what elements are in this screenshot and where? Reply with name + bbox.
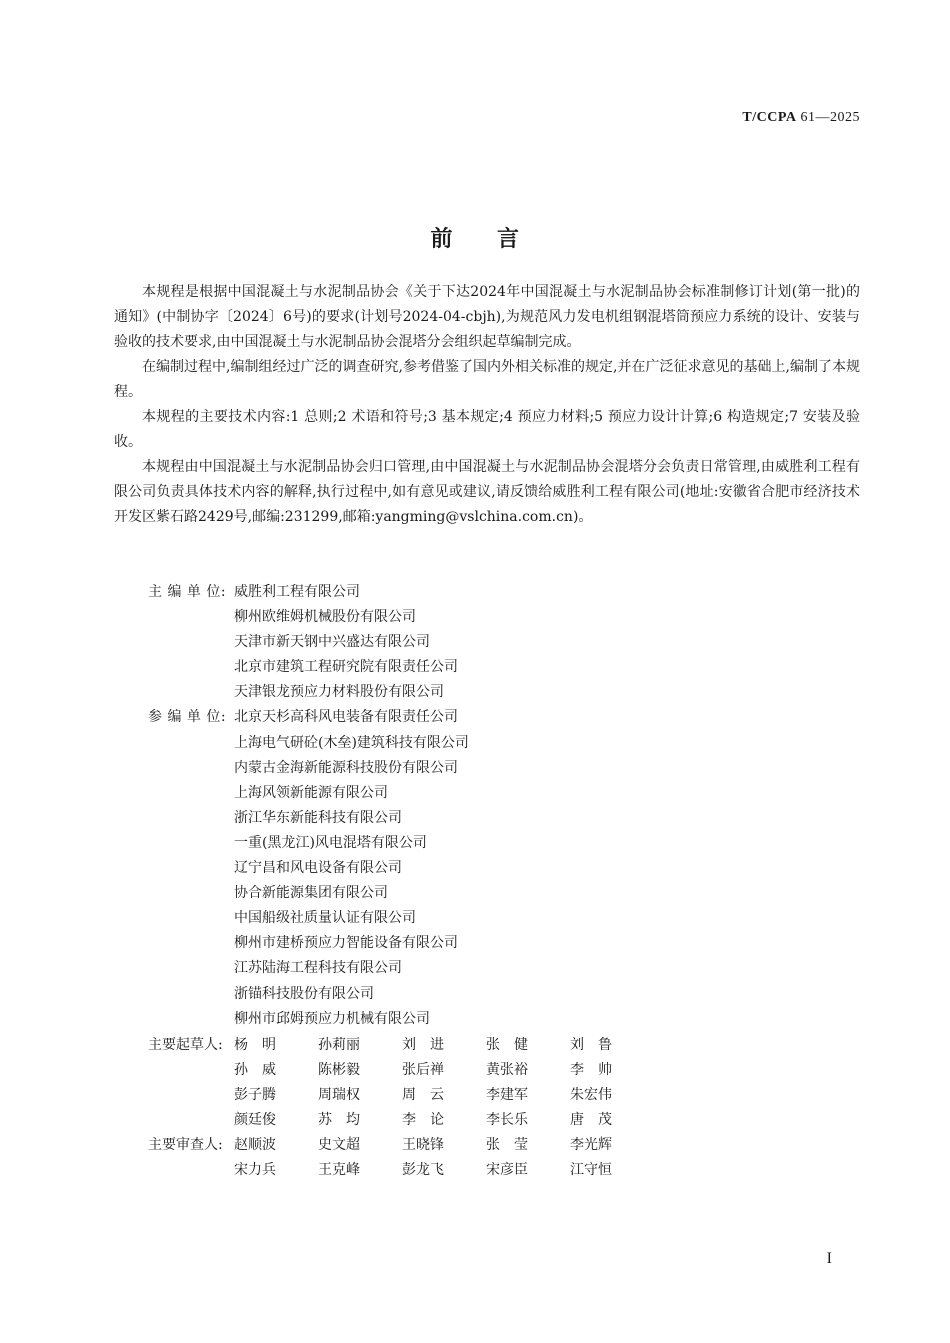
preface-body xyxy=(114,280,860,530)
participating-unit-row xyxy=(148,982,469,1007)
drafters-row xyxy=(148,1033,654,1058)
drafter-name: 刘 鲁 xyxy=(570,1037,612,1053)
drafter-name: 孙 威 xyxy=(234,1062,276,1079)
drafter-name: 李建军 xyxy=(486,1087,528,1104)
participating-unit: 柳州市建桥预应力智能设备有限公司 xyxy=(234,935,458,952)
drafters-row xyxy=(148,1058,654,1083)
chief-unit-row xyxy=(148,580,469,605)
participating-unit: 协合新能源集团有限公司 xyxy=(234,885,388,902)
participating-unit-row xyxy=(148,956,469,981)
chief-unit-row xyxy=(148,680,469,705)
drafters-row xyxy=(148,1108,654,1133)
chief-unit-row xyxy=(148,655,469,680)
page-title-char-2: 言 xyxy=(497,227,520,252)
participating-unit: 上海电气研砼(木垒)建筑科技有限公司 xyxy=(234,734,469,751)
participating-units-label: 参 编 单 位: xyxy=(148,709,227,726)
drafter-name: 刘 进 xyxy=(402,1037,444,1053)
participating-unit: 上海风领新能源有限公司 xyxy=(234,784,388,801)
participating-unit: 辽宁昌和风电设备有限公司 xyxy=(234,860,402,877)
drafters-row xyxy=(148,1083,654,1108)
reviewer-name: 王晓锋 xyxy=(402,1137,444,1154)
drafter-name: 黄张裕 xyxy=(486,1062,528,1079)
chief-unit-row xyxy=(148,605,469,630)
page-title-char-1: 前 xyxy=(430,227,453,252)
chief-unit-row xyxy=(148,630,469,655)
drafter-name: 苏 均 xyxy=(318,1112,360,1129)
participating-unit-row xyxy=(148,806,469,831)
participating-unit-row xyxy=(148,1007,469,1032)
chief-unit: 柳州欧维姆机械股份有限公司 xyxy=(234,609,416,626)
drafters-label: 主要起草人: xyxy=(148,1037,223,1053)
participating-unit: 中国船级社质量认证有限公司 xyxy=(234,910,416,927)
participating-unit-row xyxy=(148,831,469,856)
participating-unit-row xyxy=(148,906,469,931)
chief-units-label: 主 编 单 位: xyxy=(148,584,227,600)
reviewer-name: 李光辉 xyxy=(570,1137,612,1154)
drafter-name: 杨 明 xyxy=(234,1037,276,1053)
drafter-name: 张 健 xyxy=(486,1037,528,1053)
paragraph-contents: 本规程的主要技术内容:1 总则;2 术语和符号;3 基本规定;4 预应力材料;5 预应力设计计算;6 构造规定;7 安装及验收。 xyxy=(114,409,860,450)
participating-unit: 内蒙古金海新能源科技股份有限公司 xyxy=(234,759,458,776)
participating-unit-row xyxy=(148,881,469,906)
reviewers-label: 主要审查人: xyxy=(148,1137,223,1154)
chief-unit: 威胜利工程有限公司 xyxy=(234,584,360,600)
page-title xyxy=(0,222,950,253)
reviewer-name: 赵顺波 xyxy=(234,1137,276,1154)
participating-unit: 浙锚科技股份有限公司 xyxy=(234,985,374,1002)
reviewer-name: 史文超 xyxy=(318,1137,360,1154)
participating-unit-row xyxy=(148,781,469,806)
drafter-name: 孙莉丽 xyxy=(318,1037,360,1053)
reviewer-name: 宋彦臣 xyxy=(486,1162,528,1179)
participating-unit-row xyxy=(148,856,469,881)
drafter-name: 彭子腾 xyxy=(234,1087,276,1104)
chief-unit: 天津银龙预应力材料股份有限公司 xyxy=(234,684,444,701)
drafter-name: 李 帅 xyxy=(570,1062,612,1079)
drafter-name: 周瑞权 xyxy=(318,1087,360,1104)
participating-unit-row xyxy=(148,931,469,956)
reviewers-row xyxy=(148,1133,654,1158)
document-code-prefix: T/CCPA xyxy=(742,110,797,125)
reviewer-name: 宋力兵 xyxy=(234,1162,276,1179)
reviewer-name: 江守恒 xyxy=(570,1162,612,1179)
document-code xyxy=(742,110,860,126)
participating-unit-row xyxy=(148,731,469,756)
reviewer-name: 张 莹 xyxy=(486,1137,528,1154)
chief-unit: 北京市建筑工程研究院有限责任公司 xyxy=(234,659,458,676)
reviewer-name: 王克峰 xyxy=(318,1162,360,1179)
paragraph-basis: 本规程是根据中国混凝土与水泥制品协会《关于下达2024年中国混凝土与水泥制品协会标准制修订计划(第一批)的通知》(中制协字〔2024〕6号)的要求(计划号2024-04-cbjh),为规范风力发电机组钢混塔筒预应力系统的设计、安装与验收的技术要求,由中国混凝土与水泥制品协会混塔分会组织起草编制完成。 xyxy=(114,284,860,350)
drafter-name: 陈彬毅 xyxy=(318,1062,360,1079)
paragraph-process: 在编制过程中,编制组经过广泛的调查研究,参考借鉴了国内外相关标准的规定,并在广泛征求意见的基础上,编制了本规程。 xyxy=(114,359,860,400)
reviewers-row xyxy=(148,1158,654,1183)
drafter-name: 李长乐 xyxy=(486,1112,528,1129)
participating-unit: 北京天杉高科风电装备有限责任公司 xyxy=(234,709,458,726)
page-number: I xyxy=(826,1250,832,1267)
reviewer-name: 彭龙飞 xyxy=(402,1162,444,1179)
participating-unit: 浙江华东新能科技有限公司 xyxy=(234,809,402,826)
drafter-name: 张后禅 xyxy=(402,1062,444,1079)
participating-unit-row xyxy=(148,705,469,730)
drafter-name: 周 云 xyxy=(402,1087,444,1104)
participating-unit: 柳州市邱姆预应力机械有限公司 xyxy=(234,1010,430,1027)
chief-unit: 天津市新天钢中兴盛达有限公司 xyxy=(234,634,430,651)
people-list xyxy=(148,1033,654,1184)
drafter-name: 唐 茂 xyxy=(570,1112,612,1129)
drafter-name: 朱宏伟 xyxy=(570,1087,612,1104)
participating-unit-row xyxy=(148,756,469,781)
organization-list xyxy=(148,580,469,1032)
participating-unit: 江苏陆海工程科技有限公司 xyxy=(234,960,402,977)
document-code-number: 61—2025 xyxy=(796,110,860,125)
participating-unit: 一重(黑龙江)风电混塔有限公司 xyxy=(234,834,427,851)
drafter-name: 李 论 xyxy=(402,1112,444,1129)
drafter-name: 颜廷俊 xyxy=(234,1112,276,1129)
paragraph-management: 本规程由中国混凝土与水泥制品协会归口管理,由中国混凝土与水泥制品协会混塔分会负责日常管理,由威胜利工程有限公司负责具体技术内容的解释,执行过程中,如有意见或建议,请反馈给威胜利工程有限公司(地址:安徽省合肥市经济技术开发区紫石路2429号,邮编:231299,邮箱:yangming@vslchina.com.cn)。 xyxy=(114,459,860,525)
